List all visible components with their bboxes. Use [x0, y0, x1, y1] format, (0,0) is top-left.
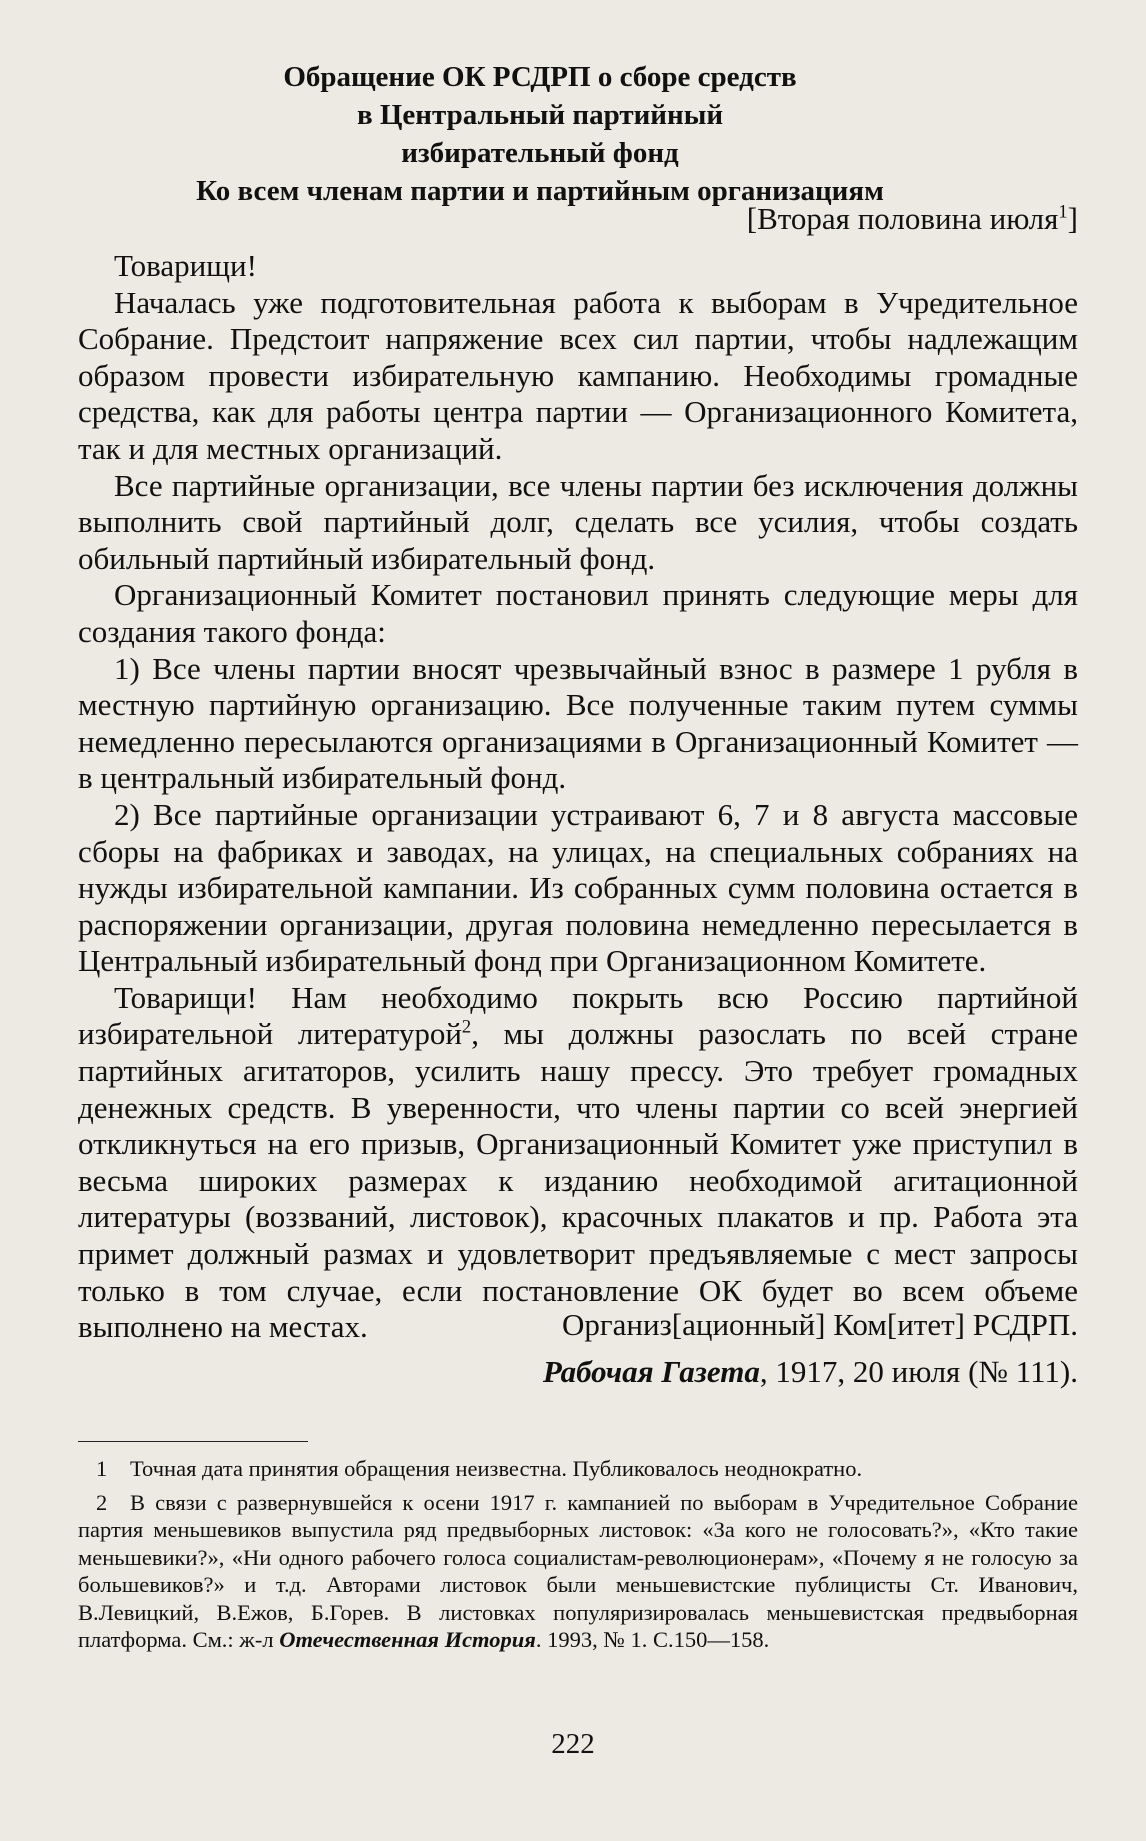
paragraph-3: Организационный Комитет постановил принять следующие меры для создания такого фонда: — [78, 577, 1078, 649]
title-block — [120, 58, 960, 210]
paragraph-6-part-2: , мы должны разослать по всей стране партийных агитаторов, усилить нашу прессу. Это требует громадных денежных средств. В уверенности, что члены партии со всей энергией откликнуться на его призыв, Организационный Комитет уже приступил в весьма широких размерах к изданию необходимой агитационной литературы (воззваний, листовок), красочных плакатов и пр. Работа эта примет должный размах и удовлетворит предъявляемые с мест запросы только в том случае, если постановление ОК будет во всем объеме выполнено на местах. — [78, 1016, 1078, 1345]
greeting: Товарищи! — [114, 248, 257, 283]
paragraph-6 — [78, 980, 1078, 1346]
footnote-2-text: В связи с развернувшейся к осени 1917 г. кампанией по выборам в Учредительное Собрание партия меньшевиков выпустила ряд предвыборных листовок: «За кого не голосовать?», «Кто такие меньшевики?», «Ни одного рабочего голоса социалистам-революционерам», «Почему я не голосую за большевиков?» и т.д. Авторами листовок были меньшевистские публицисты Ст. Иванович, В.Левицкий, В.Ежов, Б.Горев. В листовках популяризировалась меньшевистская предвыборная платформа. См.: ж-л — [78, 1489, 1078, 1652]
footnote-2-journal: Отечественная История — [279, 1627, 536, 1652]
footnotes — [78, 1455, 1078, 1660]
subtitle: Ко всем членам партии и партийным организациям — [196, 175, 884, 207]
date-note-close: ] — [1067, 201, 1078, 236]
footnote-ref-1: 1 — [1058, 201, 1068, 223]
paragraph-6-part-1: Товарищи! Нам необходимо покрыть всю Россию партийной избирательной литературой — [78, 979, 1078, 1052]
paragraph-1: Началась уже подготовительная работа к выборам в Учредительное Собрание. Предстоит напряжение всех сил партии, чтобы надлежащим образом провести избирательную кампанию. Необходимы громадные средства, как для работы центра партии — Организационного Комитета, так и для местных организаций. — [78, 284, 1078, 466]
footnote-2 — [78, 1489, 1078, 1654]
paragraph-2: Все партийные организации, все члены партии без исключения должны выполнить свой партийный долг, сделать все усилия, чтобы создать обильный партийный избирательный фонд. — [78, 467, 1078, 576]
paragraph-4: 1) Все члены партии вносят чрезвычайный взнос в размере 1 рубля в местную партийную организацию. Все полученные таким путем суммы немедленно пересылаются организациями в Организационный Комитет — в центральный избирательный фонд. — [78, 650, 1078, 796]
date-note-text: [Вторая половина июля — [746, 201, 1059, 236]
footnote-ref-2: 2 — [461, 1017, 472, 1039]
title-line-1: Обращение ОК РСДРП о сборе средств — [283, 61, 797, 93]
footnote-2-number: 2 — [96, 1489, 108, 1515]
footnote-divider — [78, 1441, 308, 1442]
footnote-1 — [78, 1455, 1078, 1483]
title-line-3: избирательный фонд — [401, 137, 679, 169]
signature: Организ[ационный] Ком[итет] РСДРП. — [562, 1307, 1078, 1342]
source-citation — [543, 1353, 1078, 1391]
footnote-2-tail: . 1993, № 1. С.150—158. — [535, 1627, 770, 1652]
body-text — [78, 248, 1078, 1346]
footnote-1-number: 1 — [96, 1456, 108, 1481]
page-number: 222 — [551, 1728, 595, 1760]
newspaper-name: Рабочая Газета — [542, 1354, 760, 1389]
title-line-2: в Центральный партийный — [356, 99, 724, 131]
date-note — [747, 200, 1078, 238]
footnote-1-text: Точная дата принятия обращения неизвестна. Публиковалось неоднократно. — [130, 1456, 863, 1481]
paragraph-5: 2) Все партийные организации устраивают 6, 7 и 8 августа массовые сборы на фабриках и заводах, на улицах, на специальных собраниях на нужды избирательной кампании. Из собранных сумм половина остается в распоряжении организации, другая половина немедленно пересылается в Центральный избирательный фонд при Организационном Комитете. — [78, 796, 1078, 979]
source-details: , 1917, 20 июля (№ 111). — [759, 1354, 1078, 1389]
